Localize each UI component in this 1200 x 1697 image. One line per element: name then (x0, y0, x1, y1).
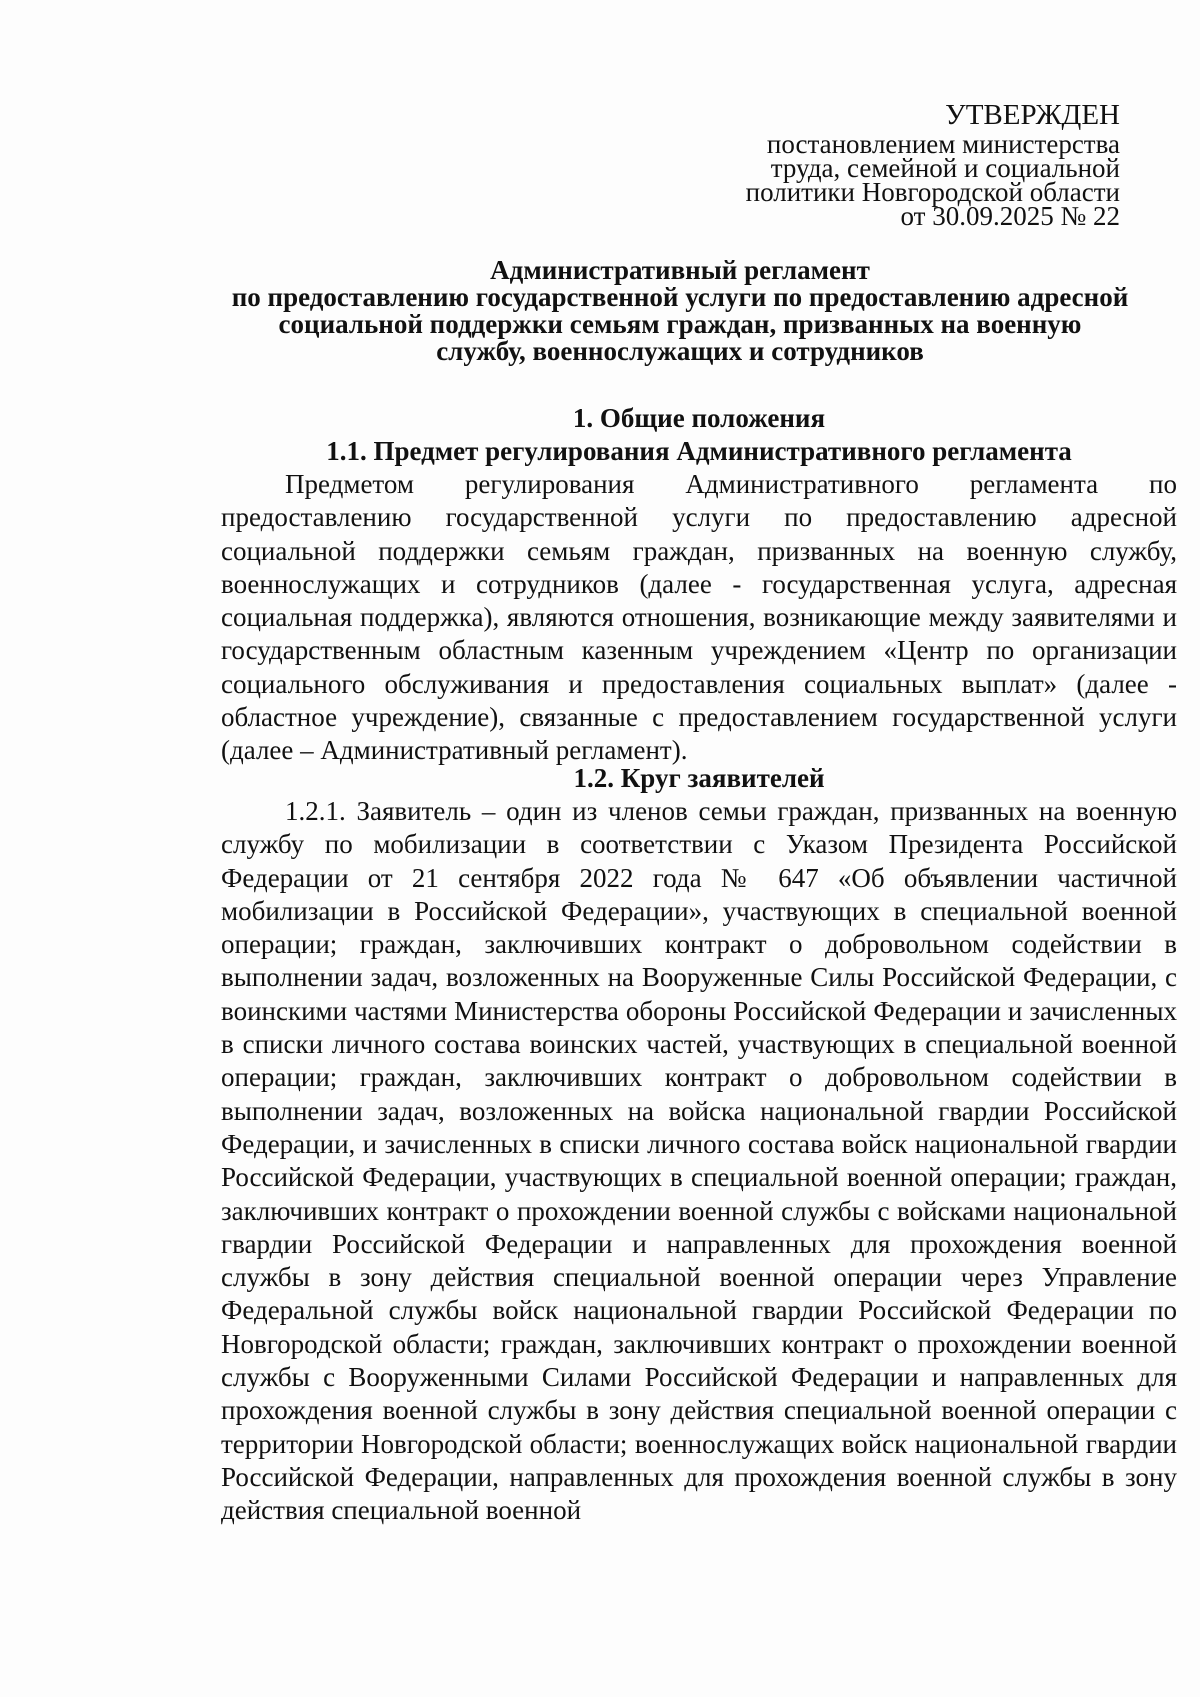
section-general-provisions (221, 402, 1177, 768)
paragraph: 1.2.1. Заявитель – один из членов семьи граждан, призванных на военную службу по мобилизации в соответствии с Указом Президента Российской Федерации от 21 сентября 2022 года № 647 «Об объявлении частичной мобилизации в Российской Федерации», участвующих в специальной военной операции; граждан, заключивших контракт о добровольном содействии в выполнении задач, возложенных на Вооруженные Силы Российской Федерации, с воинскими частями Министерства обороны Российской Федерации и зачисленных в списки личного состава воинских частей, участвующих в специальной военной операции; граждан, заключивших контракт о добровольном содействии в выполнении задач, возложенных на войска национальной гвардии Российской Федерации, и зачисленных в списки личного состава войск национальной гвардии Российской Федерации, участвующих в специальной военной операции; граждан, заключивших контракт о прохождении военной службы с войсками национальной гвардии Российской Федерации и направленных для прохождения военной службы в зону действия специальной военной операции через Управление Федеральной службы войск национальной гвардии Российской Федерации по Новгородской области; граждан, заключивших контракт о прохождении военной службы с Вооруженными Силами Российской Федерации и направленных для прохождения военной службы в зону действия специальной военной операции с территории Новгородской области; военнослужащих войск национальной гвардии Российской Федерации, направленных для прохождения военной службы в зону действия специальной военной (221, 796, 1177, 1526)
subsection-heading: 1.2. Круг заявителей (573, 763, 825, 793)
title-line: социальной поддержки семьям граждан, призванных на военную (278, 309, 1082, 339)
paragraph: Предметом регулирования Административного регламента по предоставлению государственной услуги по предоставлению адресной социальной поддержки семьям граждан, призванных на военную службу, военнослужащих и сотрудников (далее - государственная услуга, адресная социальная поддержка), являются отношения, возникающие между заявителями и государственным областным казенным учреждением «Центр по организации социального обслуживания и предоставления социальных выплат» (далее - областное учреждение), связанные с предоставлением государственной услуги (далее – Административный регламент). (221, 469, 1177, 766)
approval-line: труда, семейной и социальной (770, 153, 1120, 183)
approval-stamp-block (745, 98, 1120, 231)
approval-line: политики Новгородской области (745, 177, 1120, 207)
section-heading: 1. Общие положения (572, 403, 826, 433)
section-applicants (221, 762, 1177, 1528)
document-title (200, 257, 1160, 365)
approved-word: УТВЕРЖДЕН (945, 99, 1120, 131)
approval-date-number: от 30.09.2025 № 22 (900, 201, 1120, 231)
title-line: Административный регламент (490, 255, 870, 285)
title-line: по предоставлению государственной услуги по предоставлению адресной (231, 282, 1129, 312)
approval-line: постановлением министерства (766, 129, 1120, 159)
subsection-heading: 1.1. Предмет регулирования Административного регламента (326, 436, 1072, 466)
title-line: службу, военнослужащих и сотрудников (436, 336, 924, 366)
